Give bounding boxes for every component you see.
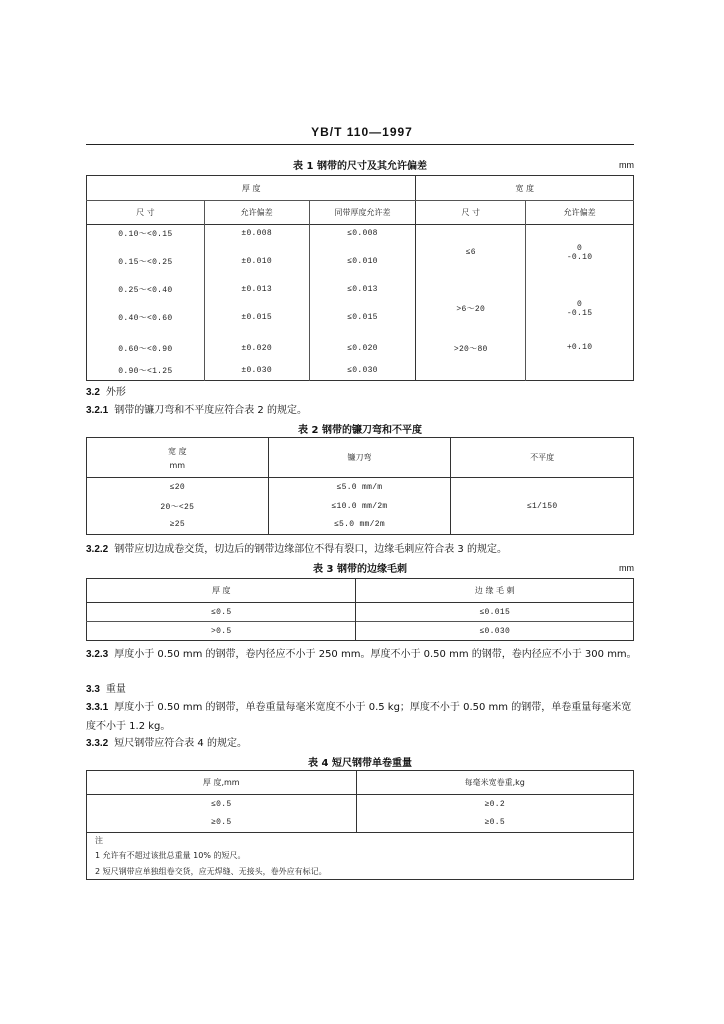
- table4-caption: 表 4 短尺钢带单卷重量: [308, 758, 412, 769]
- camber-cell: ≤10.0 mm/2m: [268, 497, 451, 516]
- thickness-tolerance-cell: ±0.020: [204, 337, 309, 361]
- same-strip-tolerance-cell: ≤0.015: [309, 299, 416, 337]
- table-row: [87, 795, 634, 814]
- width-tolerance-cell: [526, 281, 634, 337]
- table-row: [87, 603, 634, 622]
- section-3-2-1: [86, 401, 641, 420]
- table1-unit: mm: [619, 160, 634, 170]
- same-strip-tolerance-cell: ≤0.008: [309, 225, 416, 243]
- weight-cell: ≥0.5: [484, 818, 505, 828]
- table-row: [87, 478, 634, 497]
- camber-cell: ≤5.0 mm/2m: [268, 516, 451, 535]
- thickness-cell: ≤0.5: [87, 603, 356, 622]
- thickness-cell: >0.5: [87, 622, 356, 641]
- table1-col-width-tolerance: 允许偏差: [563, 208, 596, 217]
- table1-group-thickness: 厚 度: [87, 176, 416, 201]
- table3-col-thickness: 厚 度: [87, 579, 356, 603]
- width-size-cell: >6～20: [416, 281, 526, 337]
- table-row: [87, 337, 634, 361]
- table4-note-2: 2 短尺钢带应单独组卷交货，应无焊缝、无接头，卷外应有标记。: [95, 866, 327, 876]
- tolerance-lower: -0.10: [566, 252, 593, 262]
- section-text: 重量: [105, 684, 126, 695]
- section-number: 3.3: [86, 684, 100, 695]
- column-label: 宽 度: [168, 446, 187, 456]
- table4-col-thickness: 厚 度,mm: [87, 771, 357, 795]
- same-strip-tolerance-cell: ≤0.030: [309, 361, 416, 381]
- header-rule: [86, 144, 634, 145]
- table2-col-width: [87, 438, 269, 478]
- table-row: [87, 281, 634, 299]
- section-3-2-2: [86, 540, 641, 559]
- thickness-tolerance-cell: ±0.030: [204, 361, 309, 381]
- table2-caption: 表 2 钢带的镰刀弯和不平度: [298, 425, 422, 436]
- table4: [86, 770, 634, 880]
- column-unit: mm: [169, 460, 186, 470]
- burr-cell: ≤0.030: [479, 626, 511, 636]
- table-row: [87, 814, 634, 833]
- section-number: 3.3.1: [86, 702, 109, 713]
- section-number: 3.3.2: [86, 738, 109, 749]
- table3-unit: mm: [619, 563, 634, 573]
- table2: [86, 437, 634, 535]
- same-strip-tolerance-cell: ≤0.013: [309, 281, 416, 299]
- table-row: [87, 225, 634, 243]
- flatness-cell: ≤1/150: [526, 501, 558, 511]
- section-3-3-2: [86, 734, 641, 753]
- weight-cell: ≥0.2: [484, 799, 505, 809]
- table1-caption: 表 1 钢带的尺寸及其允许偏差: [293, 161, 427, 172]
- table1-col-same-strip: 同带厚度允许差: [309, 201, 416, 225]
- tolerance-lower: -0.15: [566, 308, 593, 318]
- thickness-size-cell: 0.90～<1.25: [87, 361, 205, 381]
- table2-col-flatness: 不平度: [530, 453, 555, 462]
- width-cell: ≥25: [87, 516, 269, 535]
- section-3-2-3: [86, 645, 641, 664]
- section-number: 3.2.2: [86, 544, 109, 555]
- thickness-size-cell: 0.10～<0.15: [87, 225, 205, 243]
- table4-note-title: 注: [95, 835, 103, 845]
- table4-note-1: 1 允许有不超过该批总重量 10% 的短尺。: [95, 851, 246, 860]
- section-text: 钢带的镰刀弯和不平度应符合表 2 的规定。: [114, 405, 307, 416]
- section-text: 短尺钢带应符合表 4 的规定。: [114, 738, 247, 749]
- section-text: 厚度小于 0.50 mm 的钢带，卷内径应不小于 250 mm。厚度不小于 0.50 mm 的钢带，卷内径应不小于 300 mm。: [114, 649, 637, 660]
- tolerance-upper: 0: [577, 299, 583, 309]
- table4-col-weight: 每毫米宽卷重,kg: [464, 778, 525, 787]
- section-text: 厚度小于 0.50 mm 的钢带，单卷重量每毫米宽度不小于 0.5 kg；厚度不小于 0.50 mm 的钢带，单卷重量每毫米宽度不小于 1.2 kg。: [86, 702, 632, 732]
- width-size-cell: ≤6: [416, 225, 526, 281]
- section-3-3-1: [86, 698, 641, 736]
- section-number: 3.2.1: [86, 405, 109, 416]
- table1-group-width: 宽 度: [416, 176, 634, 201]
- thickness-cell: ≤0.5: [87, 795, 357, 814]
- camber-cell: ≤5.0 mm/m: [268, 478, 451, 497]
- burr-cell: ≤0.015: [479, 607, 511, 617]
- thickness-size-cell: 0.40～<0.60: [87, 299, 205, 337]
- same-strip-tolerance-cell: ≤0.020: [309, 337, 416, 361]
- thickness-size-cell: 0.60～<0.90: [87, 337, 205, 361]
- thickness-tolerance-cell: ±0.010: [204, 243, 309, 281]
- table3-col-burr: 边 缘 毛 刺: [474, 586, 515, 595]
- thickness-tolerance-cell: ±0.013: [204, 281, 309, 299]
- thickness-size-cell: 0.25～<0.40: [87, 281, 205, 299]
- section-text: 外形: [105, 387, 126, 398]
- thickness-cell: ≥0.5: [87, 814, 357, 833]
- table1-col-size: 尺 寸: [87, 201, 205, 225]
- section-number: 3.2: [86, 387, 100, 398]
- width-tolerance-cell: +0.10: [566, 342, 593, 352]
- width-tolerance-cell: [526, 225, 634, 281]
- thickness-tolerance-cell: ±0.015: [204, 299, 309, 337]
- document-header-title: YB/T 110—1997: [311, 125, 413, 139]
- same-strip-tolerance-cell: ≤0.010: [309, 243, 416, 281]
- table-row: [87, 622, 634, 641]
- table1: [86, 175, 634, 381]
- table1-col-tolerance: 允许偏差: [204, 201, 309, 225]
- width-size-cell: >20～80: [416, 337, 526, 381]
- width-cell: ≤20: [87, 478, 269, 497]
- section-3-2: [86, 383, 641, 402]
- section-text: 钢带应切边成卷交货，切边后的钢带边缘部位不得有裂口，边缘毛刺应符合表 3 的规定。: [114, 544, 507, 555]
- section-number: 3.2.3: [86, 649, 109, 660]
- table1-col-width-size: 尺 寸: [416, 201, 526, 225]
- tolerance-upper: 0: [577, 243, 583, 253]
- table3-caption: 表 3 钢带的边缘毛刺: [313, 564, 407, 575]
- table2-col-camber: 镰刀弯: [268, 438, 451, 478]
- section-3-3: [86, 680, 641, 699]
- thickness-size-cell: 0.15～<0.25: [87, 243, 205, 281]
- table3: [86, 578, 634, 641]
- thickness-tolerance-cell: ±0.008: [204, 225, 309, 243]
- width-cell: 20～<25: [87, 497, 269, 516]
